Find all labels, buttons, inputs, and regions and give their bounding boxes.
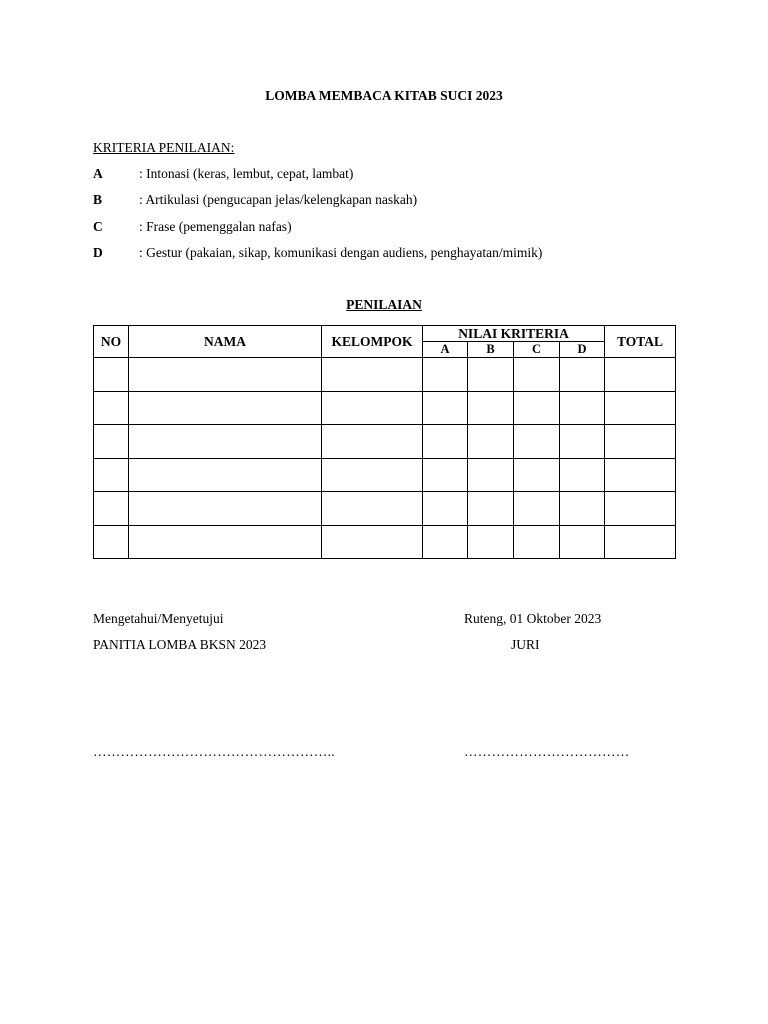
table-cell bbox=[605, 492, 676, 526]
table-cell bbox=[94, 391, 129, 425]
table-cell bbox=[514, 391, 560, 425]
table-cell bbox=[514, 492, 560, 526]
table-cell bbox=[514, 425, 560, 459]
place-date: Ruteng, 01 Oktober 2023 bbox=[464, 611, 602, 626]
table-cell bbox=[560, 525, 605, 559]
column-header-total: TOTAL bbox=[605, 326, 676, 358]
table-cell bbox=[468, 492, 514, 526]
table-cell bbox=[423, 525, 468, 559]
table-cell bbox=[514, 525, 560, 559]
table-cell bbox=[94, 425, 129, 459]
table-row bbox=[94, 492, 676, 526]
table-cell bbox=[605, 358, 676, 392]
table-cell bbox=[129, 492, 322, 526]
table-cell bbox=[322, 358, 423, 392]
jury-label: JURI bbox=[511, 637, 540, 652]
table-row bbox=[94, 458, 676, 492]
criteria-letter: A bbox=[93, 166, 103, 181]
table-cell bbox=[468, 525, 514, 559]
table-row bbox=[94, 525, 676, 559]
committee-label: PANITIA LOMBA BKSN 2023 bbox=[93, 637, 267, 652]
table-cell bbox=[514, 458, 560, 492]
criteria-description: : Intonasi (keras, lembut, cepat, lambat) bbox=[139, 166, 354, 181]
table-cell bbox=[560, 458, 605, 492]
table-cell bbox=[423, 425, 468, 459]
table-cell bbox=[468, 358, 514, 392]
table-cell bbox=[605, 525, 676, 559]
assessment-table bbox=[93, 325, 676, 559]
table-cell bbox=[129, 525, 322, 559]
assessment-heading: PENILAIAN bbox=[346, 297, 422, 312]
criteria-description: : Artikulasi (pengucapan jelas/kelengkapan naskah) bbox=[139, 192, 418, 207]
table-cell bbox=[94, 525, 129, 559]
table-row bbox=[94, 425, 676, 459]
table-cell bbox=[605, 391, 676, 425]
table-cell bbox=[423, 492, 468, 526]
table-cell bbox=[94, 358, 129, 392]
criteria-item-a bbox=[93, 166, 353, 182]
right-signature-line: ……………………………… bbox=[464, 744, 630, 759]
column-header-kelompok: KELOMPOK bbox=[322, 326, 423, 358]
column-header-nama: NAMA bbox=[129, 326, 322, 358]
table-cell bbox=[560, 425, 605, 459]
table-cell bbox=[322, 425, 423, 459]
table-cell bbox=[605, 425, 676, 459]
table-cell bbox=[129, 425, 322, 459]
criteria-item-b bbox=[93, 192, 417, 208]
column-header-b: B bbox=[468, 342, 514, 358]
table-cell bbox=[322, 492, 423, 526]
criteria-item-c bbox=[93, 219, 292, 235]
document-title: LOMBA MEMBACA KITAB SUCI 2023 bbox=[265, 88, 503, 103]
criteria-item-d bbox=[93, 245, 542, 261]
criteria-letter: D bbox=[93, 245, 103, 260]
left-signature-line: …………………………………………….. bbox=[93, 744, 335, 759]
table-cell bbox=[129, 391, 322, 425]
table-cell bbox=[468, 391, 514, 425]
table-cell bbox=[423, 458, 468, 492]
criteria-heading: KRITERIA PENILAIAN: bbox=[93, 140, 235, 155]
table-cell bbox=[514, 358, 560, 392]
table-cell bbox=[560, 492, 605, 526]
table-cell bbox=[423, 358, 468, 392]
criteria-description: : Gestur (pakaian, sikap, komunikasi dengan audiens, penghayatan/mimik) bbox=[139, 245, 543, 260]
column-header-c: C bbox=[514, 342, 560, 358]
criteria-description: : Frase (pemenggalan nafas) bbox=[139, 219, 292, 234]
table-cell bbox=[560, 358, 605, 392]
criteria-letter: C bbox=[93, 219, 103, 234]
table-cell bbox=[129, 458, 322, 492]
table-cell bbox=[129, 358, 322, 392]
column-header-no: NO bbox=[94, 326, 129, 358]
table-cell bbox=[605, 458, 676, 492]
table-cell bbox=[423, 391, 468, 425]
table-cell bbox=[94, 492, 129, 526]
table-row bbox=[94, 391, 676, 425]
table-row bbox=[94, 358, 676, 392]
table-cell bbox=[468, 458, 514, 492]
table-cell bbox=[322, 391, 423, 425]
column-header-nilai-kriteria: NILAI KRITERIA bbox=[423, 326, 605, 342]
column-header-a: A bbox=[423, 342, 468, 358]
table-cell bbox=[560, 391, 605, 425]
table-cell bbox=[94, 458, 129, 492]
criteria-letter: B bbox=[93, 192, 103, 207]
table-cell bbox=[468, 425, 514, 459]
approval-label: Mengetahui/Menyetujui bbox=[93, 611, 224, 626]
table-cell bbox=[322, 525, 423, 559]
column-header-d: D bbox=[560, 342, 605, 358]
table-cell bbox=[322, 458, 423, 492]
